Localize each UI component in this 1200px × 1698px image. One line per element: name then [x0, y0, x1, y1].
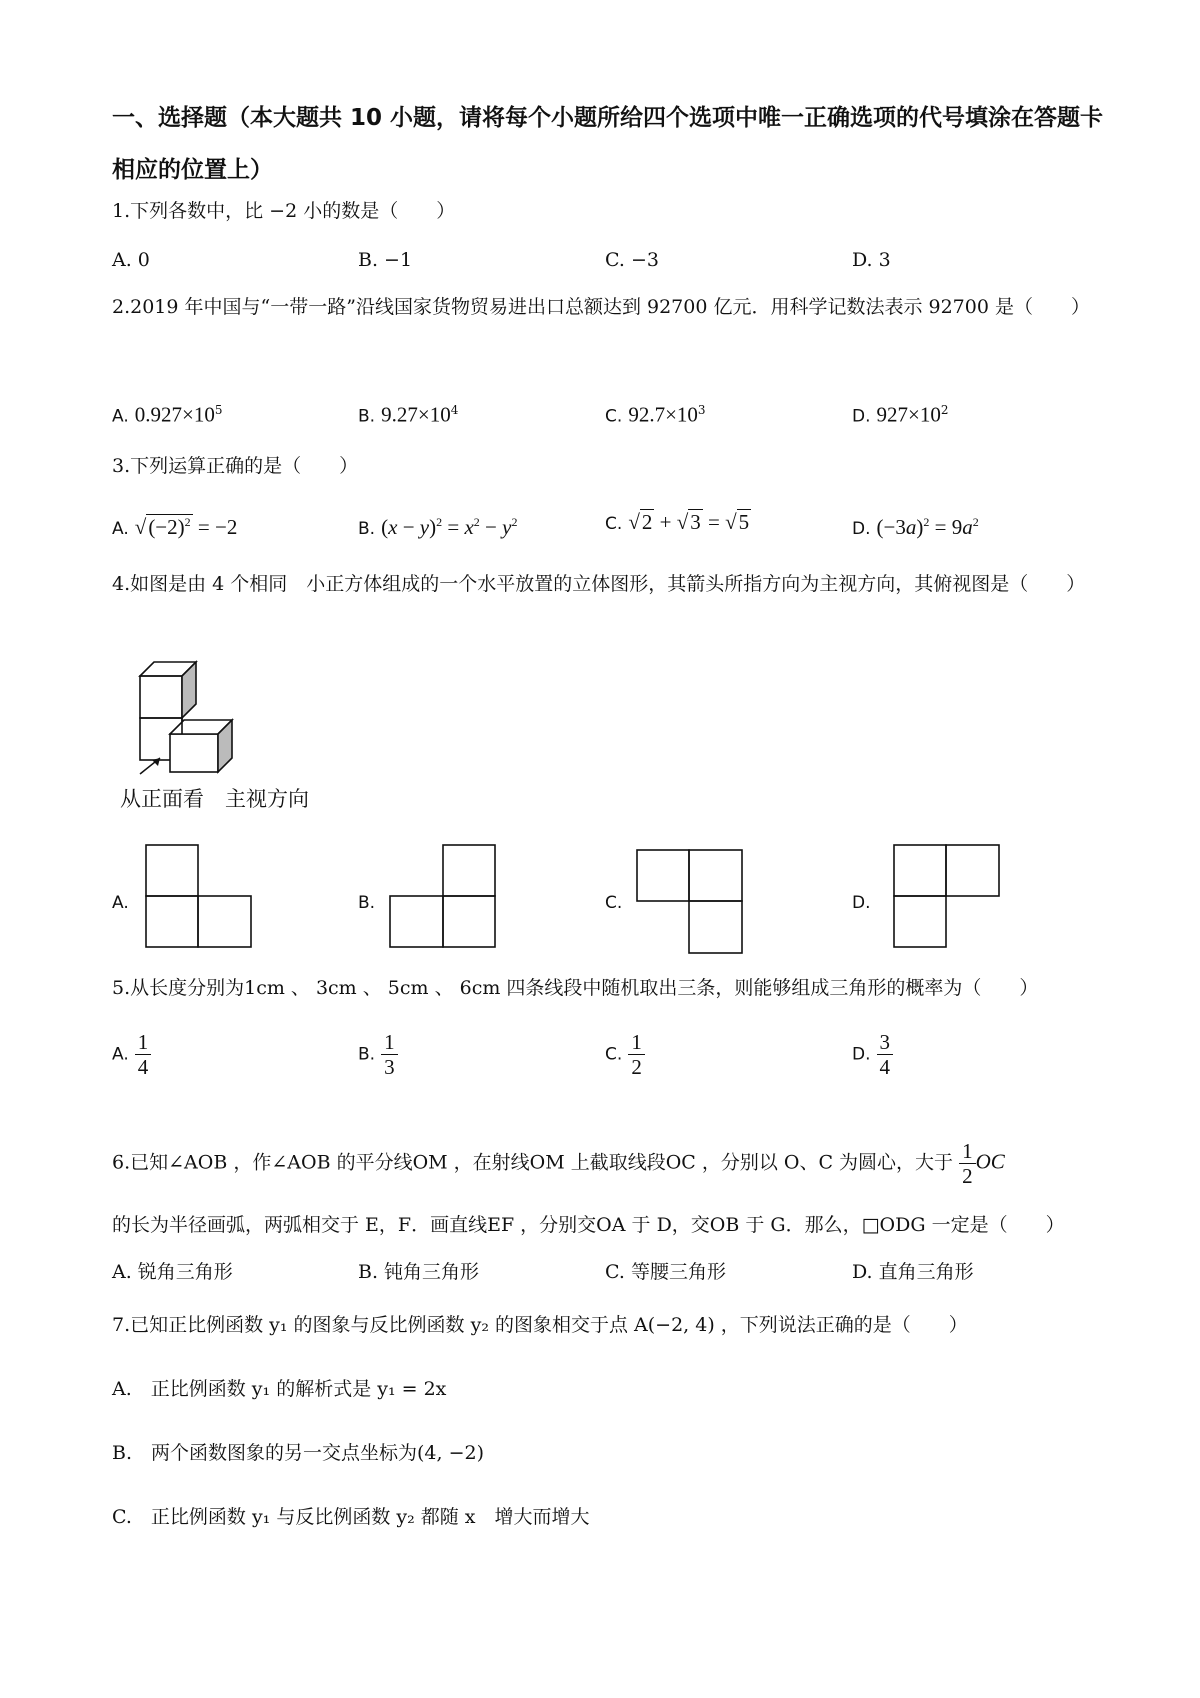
question-6-stem-line1: 6.已知∠AOB ，作∠AOB 的平分线OM ，在射线OM 上截取线段OC ，分别以 O、C 为圆心，大于 $\frac{1}{2}$ OC — [112, 1139, 1005, 1188]
q1-option-b[interactable]: B. −1 — [358, 249, 413, 271]
q3-option-d[interactable]: D. $(-3a)^2 = 9a^2$ — [852, 515, 979, 539]
q3-option-c[interactable]: C. √2 + √3 = √5 — [605, 510, 750, 534]
question-2-stem: 2.2019 年中国与“一带一路”沿线国家货物贸易进出口总额达到 92700 亿元．用科学记数法表示 92700 是（ ） — [112, 296, 1090, 318]
q6-option-b[interactable]: B. 钝角三角形 — [358, 1261, 480, 1283]
q2-option-b[interactable]: B. $9.27\times 10^4$ — [358, 402, 459, 427]
q1-option-c[interactable]: C. −3 — [605, 249, 659, 271]
q1-option-d[interactable]: D. 3 — [852, 249, 891, 271]
q2-option-d[interactable]: D. $927\times 10^2$ — [852, 402, 949, 427]
q4-option-a-label[interactable]: A. — [112, 893, 129, 913]
q7-option-a[interactable]: A. 正比例函数 y₁ 的解析式是 y₁ = 2x — [112, 1378, 447, 1400]
q5-option-a[interactable]: A. $\frac{1}{4}$ — [112, 1030, 151, 1079]
q6-option-c[interactable]: C. 等腰三角形 — [605, 1261, 726, 1283]
q3-option-b[interactable]: B. $(x - y)^2 = x^2 - y^2$ — [358, 515, 518, 539]
q4-option-c-label[interactable]: C. — [605, 893, 623, 913]
q4-option-c-figure[interactable] — [636, 849, 744, 955]
q5-option-c[interactable]: C. $\frac{1}{2}$ — [605, 1030, 645, 1079]
q6-option-d[interactable]: D. 直角三角形 — [852, 1261, 974, 1283]
q4-option-b-label[interactable]: B. — [358, 893, 376, 913]
q5-option-d[interactable]: D. $\frac{3}{4}$ — [852, 1030, 893, 1079]
q4-option-d-figure[interactable] — [893, 844, 1001, 950]
q3-option-a[interactable]: A. $√(-2)^2 = -2$ — [112, 515, 238, 539]
q5-option-b[interactable]: B. $\frac{1}{3}$ — [358, 1030, 398, 1079]
question-1-stem: 1.下列各数中，比 −2 小的数是（ ） — [112, 200, 456, 222]
question-4-stem: 4.如图是由 4 个相同 小正方体组成的一个水平放置的立体图形，其箭头所指方向为主视方向，其俯视图是（ ） — [112, 573, 1086, 595]
question-5-stem: 5.从长度分别为1cm 、 3cm 、 5cm 、 6cm 四条线段中随机取出三条，则能够组成三角形的概率为（ ） — [112, 977, 1039, 999]
q4-option-d-label[interactable]: D. — [852, 893, 871, 913]
section-title: 一、选择题（本大题共 10 小题，请将每个小题所给四个选项中唯一正确选项的代号填涂在答题卡相应的位置上） — [112, 105, 1104, 183]
figure-caption: 从正面看 主视方向 — [120, 787, 309, 811]
q7-option-b[interactable]: B. 两个函数图象的另一交点坐标为(4, −2) — [112, 1442, 485, 1464]
q2-option-c[interactable]: C. $92.7\times 10^3$ — [605, 402, 706, 427]
question-6-stem-line2: 的长为半径画弧，两弧相交于 E，F．画直线EF ，分别交OA 于 D，交OB 于 G．那么，□ODG 一定是（ ） — [112, 1214, 1065, 1236]
q4-option-b-figure[interactable] — [389, 844, 497, 950]
q4-option-a-figure[interactable] — [145, 844, 253, 950]
cube-figure — [130, 658, 270, 776]
q2-option-a[interactable]: A. $0.927\times 10^5$ — [112, 402, 223, 427]
q7-option-c[interactable]: C. 正比例函数 y₁ 与反比例函数 y₂ 都随 x 增大而增大 — [112, 1506, 590, 1528]
question-7-stem: 7.已知正比例函数 y₁ 的图象与反比例函数 y₂ 的图象相交于点 A(−2, 4) ，下列说法正确的是（ ） — [112, 1314, 968, 1336]
q6-option-a[interactable]: A. 锐角三角形 — [112, 1261, 233, 1283]
q1-option-a[interactable]: A. 0 — [112, 249, 150, 271]
question-3-stem: 3.下列运算正确的是（ ） — [112, 455, 359, 477]
